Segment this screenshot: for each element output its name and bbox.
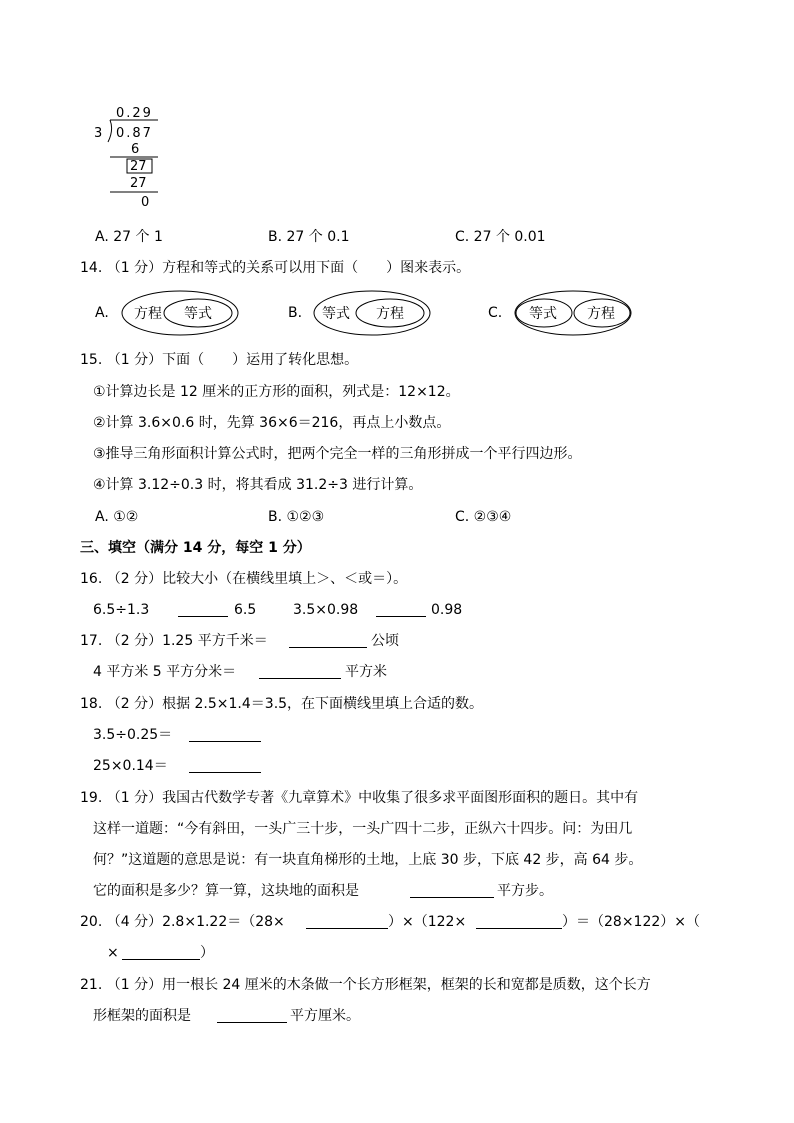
q16-right-2: 0.98 [431, 602, 463, 618]
q14-option-b-label: B. [288, 305, 303, 321]
q14-diagram-a [119, 288, 241, 338]
q15-option-b: B. ①②③ [268, 509, 325, 525]
q18-expr-1: 3.5÷0.25＝ [93, 727, 173, 743]
q16-blank-2[interactable] [376, 616, 426, 617]
division-remainder: 0 [141, 195, 150, 210]
q17-blank-2[interactable] [259, 678, 341, 679]
q15-option-c: C. ②③④ [455, 509, 512, 525]
q19-line-3: 何？”这道题的意思是说：有一块直角梯形的土地，上底 30 步，下底 42 步，高 64 步。 [93, 852, 643, 868]
q21-line-2-end: 平方厘米。 [290, 1008, 360, 1024]
q14-a-outer-text: 方程 [134, 306, 162, 322]
q14-b-inner-text: 方程 [376, 306, 404, 322]
q17-part-2: 4 平方米 5 平方分米＝ [93, 664, 237, 680]
q14-c-right-text: 方程 [587, 306, 615, 322]
q14-option-c-label: C. [488, 305, 503, 321]
q14-diagram-b [311, 288, 433, 338]
q16-left-2: 3.5×0.98 [293, 602, 359, 618]
q14-option-a-label: A. [95, 305, 109, 321]
q15-statement-4: ④计算 3.12÷0.3 时，将其看成 31.2÷3 进行计算。 [93, 477, 423, 493]
q19-line-1: 19. （1 分）我国古代数学专著《九章算术》中收集了很多求平面图形面积的题日。其中有 [80, 790, 639, 806]
q20-part-1: 20. （4 分）2.8×1.22＝（28× [80, 914, 285, 930]
q14-b-outer-text: 等式 [322, 306, 350, 322]
q13-option-a: A. 27 个 1 [95, 229, 163, 245]
division-step2: 27 [130, 159, 147, 174]
q17-part-1: 17. （2 分）1.25 平方千米＝ [80, 633, 268, 649]
q19-line-4-end: 平方步。 [497, 883, 553, 899]
q15-statement-3: ③推导三角形面积计算公式时，把两个完全一样的三角形拼成一个平行四边形。 [93, 446, 582, 462]
q20-blank-1[interactable] [306, 928, 388, 929]
q14-c-left-text: 等式 [529, 306, 557, 322]
q18-blank-2[interactable] [189, 772, 261, 773]
q17-unit-2: 平方米 [345, 664, 387, 680]
division-dividend: 0.87 [116, 126, 153, 141]
q15-option-a: A. ①② [95, 509, 139, 525]
long-division [88, 100, 168, 215]
q20-part-2: ）×（122× [388, 914, 467, 930]
section-3-heading: 三、填空（满分 14 分，每空 1 分） [80, 540, 311, 556]
q21-line-1: 21. （1 分）用一根长 24 厘米的木条做一个长方形框架，框架的长和宽都是质数，这个长方 [80, 977, 651, 993]
q15-stem: 15. （1 分）下面（ ）运用了转化思想。 [80, 352, 359, 368]
q18-blank-1[interactable] [189, 741, 261, 742]
q16-left-1: 6.5÷1.3 [93, 602, 150, 618]
q19-line-2: 这样一道题：“今有斜田，一头广三十步，一头广四十二步，正纵六十四步。问：为田几 [93, 821, 633, 837]
q20-part-3: ）＝（28×122）×（ [562, 914, 700, 930]
q17-blank-1[interactable] [289, 647, 367, 648]
q18-stem: 18. （2 分）根据 2.5×1.4＝3.5，在下面横线里填上合适的数。 [80, 696, 484, 712]
q15-statement-1: ①计算边长是 12 厘米的正方形的面积，列式是：12×12。 [93, 384, 460, 400]
q20-part-5: ） [200, 945, 214, 961]
division-step1: 6 [131, 142, 140, 157]
q13-option-c: C. 27 个 0.01 [455, 229, 546, 245]
q20-part-4: × [107, 945, 119, 961]
q16-blank-1[interactable] [178, 616, 228, 617]
q18-expr-2: 25×0.14＝ [93, 758, 168, 774]
q14-a-inner-text: 等式 [184, 306, 212, 322]
q17-unit-1: 公顷 [371, 633, 399, 649]
q21-blank[interactable] [217, 1022, 287, 1023]
q15-statement-2: ②计算 3.6×0.6 时，先算 36×6＝216，再点上小数点。 [93, 415, 451, 431]
q19-blank[interactable] [410, 897, 494, 898]
q21-line-2: 形框架的面积是 [93, 1008, 191, 1024]
division-step3: 27 [130, 176, 147, 191]
q20-blank-2[interactable] [476, 928, 562, 929]
q19-line-4: 它的面积是多少？算一算，这块地的面积是 [93, 883, 359, 899]
q14-diagram-c [512, 288, 634, 338]
q13-option-b: B. 27 个 0.1 [268, 229, 350, 245]
q20-blank-3[interactable] [122, 959, 200, 960]
division-quotient: 0.29 [116, 106, 153, 121]
q16-right-1: 6.5 [234, 602, 257, 618]
division-divisor: 3 [94, 126, 103, 141]
q14-stem: 14. （1 分）方程和等式的关系可以用下面（ ）图来表示。 [80, 260, 471, 276]
q16-stem: 16. （2 分）比较大小（在横线里填上＞、＜或＝）。 [80, 571, 408, 587]
